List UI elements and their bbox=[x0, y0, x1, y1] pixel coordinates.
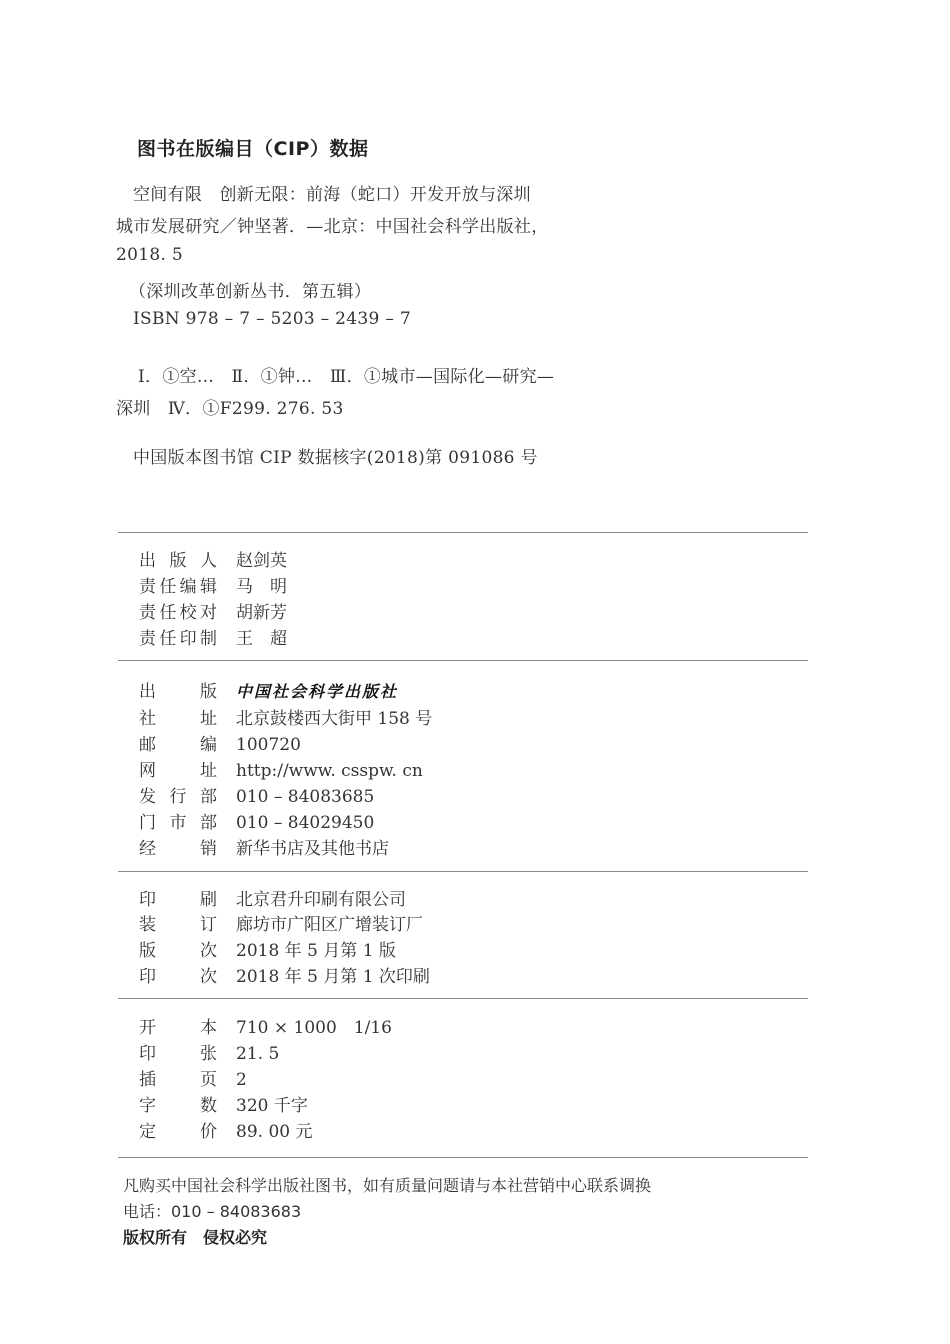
value: 2018 年 5 月第 1 版 bbox=[236, 941, 396, 961]
label: 门 市 部 bbox=[139, 813, 217, 833]
value: 320 千字 bbox=[236, 1096, 308, 1116]
label: 经 销 bbox=[139, 839, 217, 859]
label: 版 次 bbox=[139, 941, 217, 961]
value: 2 bbox=[236, 1070, 247, 1090]
label: 印 张 bbox=[139, 1044, 217, 1064]
cip-record-number: 中国版本图书馆 CIP 数据核字(2018)第 091086 号 bbox=[133, 448, 538, 468]
label: 出 版 人 bbox=[139, 551, 217, 571]
cip-title: 图书在版编目（CIP）数据 bbox=[137, 138, 369, 160]
value: 北京君升印刷有限公司 bbox=[236, 890, 406, 910]
service-phone: 电话：010 – 84083683 bbox=[123, 1202, 302, 1221]
value: 北京鼓楼西大街甲 158 号 bbox=[236, 709, 433, 729]
value: 马 明 bbox=[236, 577, 287, 597]
label: 印 刷 bbox=[139, 890, 217, 910]
value: 710 × 1000 1/16 bbox=[236, 1018, 392, 1038]
value: 89. 00 元 bbox=[236, 1122, 313, 1142]
value: 21. 5 bbox=[236, 1044, 280, 1064]
label: 定 价 bbox=[139, 1122, 217, 1142]
label: 开 本 bbox=[139, 1018, 217, 1038]
label: 责 任 编 辑 bbox=[139, 577, 217, 597]
label: 发 行 部 bbox=[139, 787, 217, 807]
divider bbox=[118, 660, 808, 661]
quality-notice: 凡购买中国社会科学出版社图书，如有质量问题请与本社营销中心联系调换 bbox=[123, 1176, 652, 1195]
value: 胡新芳 bbox=[236, 603, 287, 623]
value: 010 – 84029450 bbox=[236, 813, 375, 833]
divider bbox=[118, 871, 808, 872]
website-link: http://www. csspw. cn bbox=[236, 761, 423, 781]
label: 网 址 bbox=[139, 761, 217, 781]
cip-book-title-line: 空间有限 创新无限：前海（蛇口）开发开放与深圳 bbox=[133, 185, 531, 205]
value: 新华书店及其他书店 bbox=[236, 839, 389, 859]
label: 责 任 校 对 bbox=[139, 603, 217, 623]
cip-date-line: 2018. 5 bbox=[116, 245, 183, 265]
label: 装 订 bbox=[139, 915, 217, 935]
value: 2018 年 5 月第 1 次印刷 bbox=[236, 967, 430, 987]
value: 赵剑英 bbox=[236, 551, 287, 571]
label: 印 次 bbox=[139, 967, 217, 987]
label: 责 任 印 制 bbox=[139, 629, 217, 649]
value: 廊坊市广阳区广增装订厂 bbox=[236, 915, 423, 935]
cip-isbn-line: ISBN 978 – 7 – 5203 – 2439 – 7 bbox=[133, 309, 411, 329]
divider bbox=[118, 998, 808, 999]
cip-subject-line-2: 深圳 Ⅳ．①F299. 276. 53 bbox=[116, 399, 344, 419]
cip-series-line: （深圳改革创新丛书．第五辑） bbox=[129, 282, 372, 302]
label: 社 址 bbox=[139, 709, 217, 729]
divider bbox=[118, 1157, 808, 1158]
label: 插 页 bbox=[139, 1070, 217, 1090]
label: 出 版 bbox=[139, 682, 217, 702]
divider bbox=[118, 532, 808, 533]
cip-subject-line-1: Ⅰ．①空… Ⅱ．①钟… Ⅲ．①城市—国际化—研究— bbox=[138, 367, 555, 387]
cip-author-line: 城市发展研究／钟坚著．—北京：中国社会科学出版社， bbox=[116, 217, 549, 237]
label: 字 数 bbox=[139, 1096, 217, 1116]
value: 100720 bbox=[236, 735, 301, 755]
label: 邮 编 bbox=[139, 735, 217, 755]
copyright-notice: 版权所有 侵权必究 bbox=[123, 1228, 268, 1247]
publisher-logo: 中国社会科学出版社 bbox=[236, 682, 399, 701]
value: 010 – 84083685 bbox=[236, 787, 375, 807]
value: 王 超 bbox=[236, 629, 287, 649]
